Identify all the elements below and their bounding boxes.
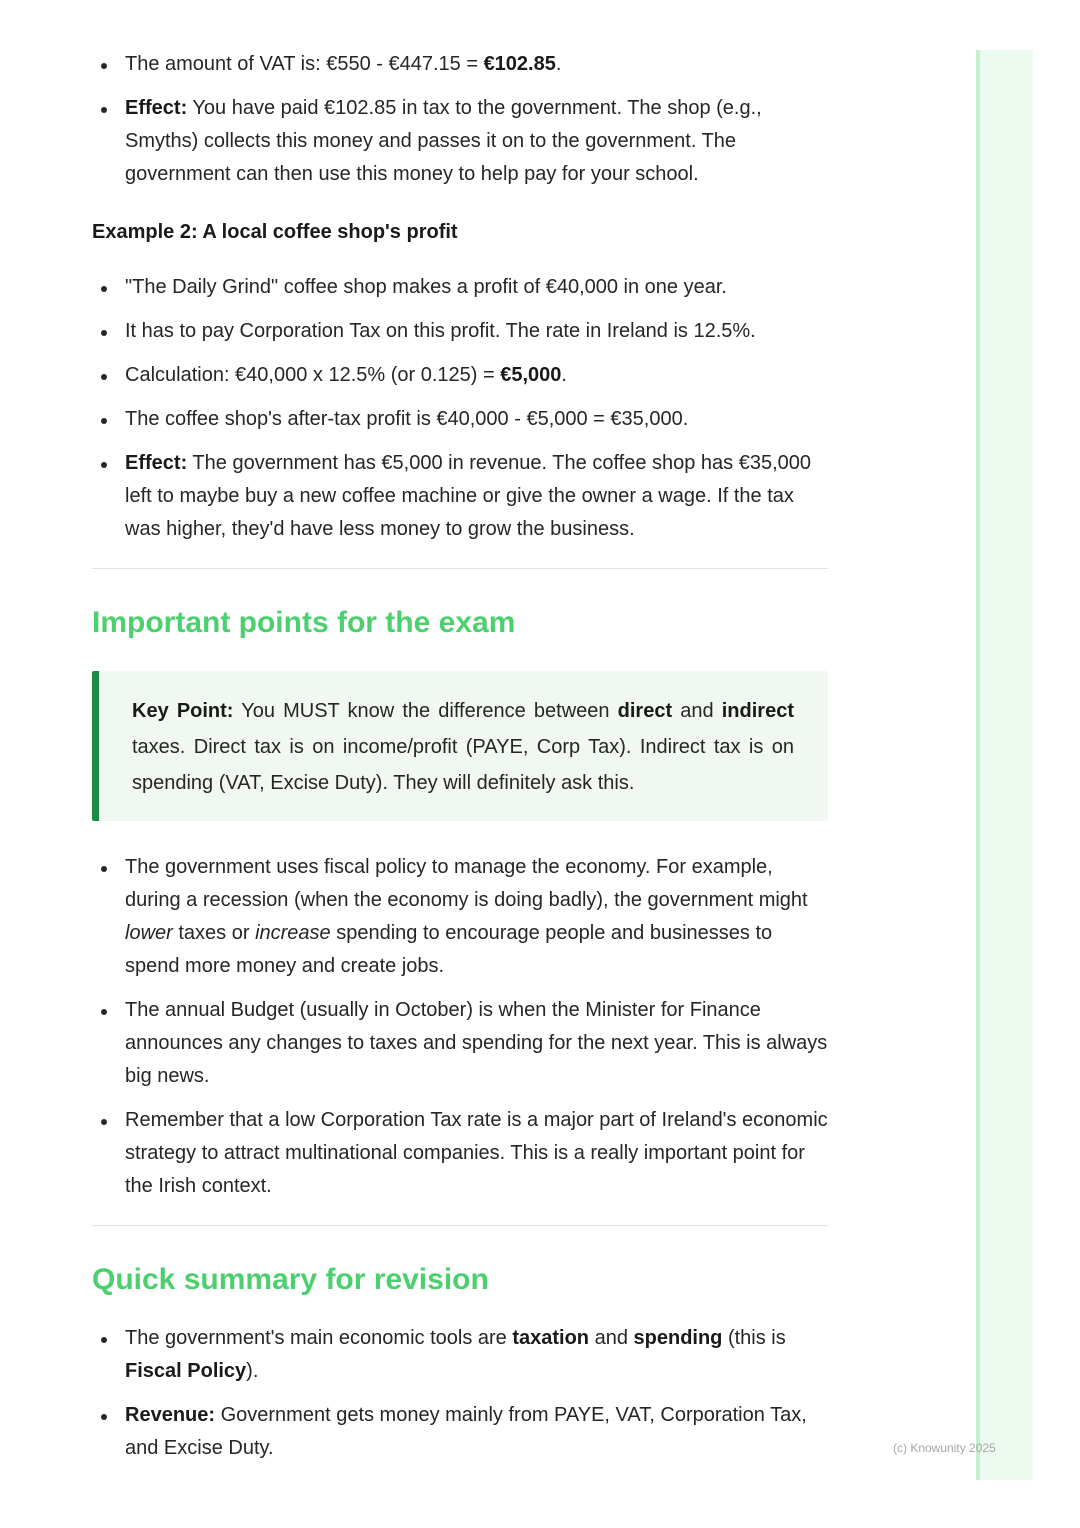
- bold-term: spending: [633, 1327, 723, 1349]
- copyright-text: (c) Knowunity 2025: [893, 1441, 996, 1455]
- list-item: [92, 1104, 828, 1203]
- list-item: [92, 48, 828, 81]
- italic-text: lower: [125, 922, 173, 944]
- list-item-text: spending to encourage people and businesses to spend more money and create jobs.: [125, 922, 773, 977]
- example-2-heading: Example 2: A local coffee shop's profit: [92, 221, 458, 243]
- bold-value: €5,000: [500, 364, 562, 386]
- list-item: [92, 403, 828, 436]
- bullet-icon: [101, 286, 107, 292]
- key-point-bold: indirect: [721, 700, 794, 722]
- list-item: [92, 1322, 828, 1388]
- bullet-icon: [101, 866, 107, 872]
- bold-term: taxation: [512, 1327, 590, 1349]
- list-item: [92, 851, 828, 983]
- list-item: [92, 994, 828, 1093]
- sidebar-panel: [976, 50, 1033, 1480]
- section-divider: [92, 568, 828, 569]
- key-point-callout: [92, 671, 828, 821]
- list-item: [92, 447, 828, 546]
- list-item-text: .: [555, 53, 562, 75]
- bullet-icon: [101, 1119, 107, 1125]
- italic-text: increase: [255, 922, 331, 944]
- key-point-text: and: [672, 700, 722, 722]
- summary-list: [92, 1322, 828, 1465]
- exam-points-list: [92, 851, 828, 1203]
- key-point-bold: direct: [617, 700, 673, 722]
- list-item-text: Government gets money mainly from PAYE, VAT, Corporation Tax, and Excise Duty.: [125, 1404, 807, 1459]
- key-point-text: taxes. Direct tax is on income/profit (PAYE, Corp Tax). Indirect tax is on spending (VAT, Excise Duty). They will definitely ask this.: [132, 736, 794, 794]
- list-item-text: The government has €5,000 in revenue. The coffee shop has €35,000 left to maybe buy a new coffee machine or give the owner a wage. If the tax was higher, they'd have less money to grow the business.: [125, 452, 812, 540]
- bullet-icon: [101, 1337, 107, 1343]
- sidebar-border: [976, 50, 980, 1480]
- list-item-text: The government's main economic tools are: [125, 1327, 513, 1349]
- key-point-label: Key Point:: [132, 700, 234, 722]
- list-item: [92, 92, 828, 191]
- list-item: [92, 315, 828, 348]
- bullet-icon: [101, 418, 107, 424]
- list-item: [92, 271, 828, 304]
- list-item-text: (this is: [722, 1327, 786, 1349]
- bullet-icon: [101, 462, 107, 468]
- bullet-icon: [101, 330, 107, 336]
- document-content: [92, 48, 828, 1476]
- bullet-icon: [101, 374, 107, 380]
- bullet-icon: [101, 1009, 107, 1015]
- list-item-text: "The Daily Grind" coffee shop makes a profit of €40,000 in one year.: [125, 276, 727, 298]
- list-item-text: The coffee shop's after-tax profit is €40,000 - €5,000 = €35,000.: [125, 408, 689, 430]
- list-item: [92, 359, 828, 392]
- coffee-shop-list: [92, 271, 828, 546]
- list-item: [92, 1399, 828, 1465]
- bold-label: Revenue:: [125, 1404, 216, 1426]
- list-item-text: Remember that a low Corporation Tax rate is a major part of Ireland's economic strategy to attract multinational companies. This is a really important point for the Irish context.: [125, 1109, 828, 1197]
- list-item-text: Calculation: €40,000 x 12.5% (or 0.125) =: [125, 364, 501, 386]
- list-item-text: The government uses fiscal policy to manage the economy. For example, during a recession (when the economy is doing badly), the government might: [125, 856, 808, 911]
- bold-term: Fiscal Policy: [125, 1360, 247, 1382]
- list-item-text: The amount of VAT is: €550 - €447.15 =: [125, 53, 484, 75]
- bold-label: Effect:: [125, 97, 188, 119]
- exam-points-heading: Important points for the exam: [92, 606, 516, 639]
- key-point-text: You MUST know the difference between: [233, 700, 618, 722]
- bullet-icon: [101, 1414, 107, 1420]
- bullet-icon: [101, 63, 107, 69]
- vat-example-list: [92, 48, 828, 191]
- bold-value: €102.85: [483, 53, 556, 75]
- section-divider: [92, 1225, 828, 1226]
- list-item-text: .: [561, 364, 567, 386]
- bold-label: Effect:: [125, 452, 188, 474]
- summary-heading: Quick summary for revision: [92, 1263, 489, 1296]
- list-item-text: You have paid €102.85 in tax to the government. The shop (e.g., Smyths) collects this money and passes it on to the government. The government can then use this money to help pay for your school.: [125, 97, 762, 185]
- list-item-text: ).: [246, 1360, 259, 1382]
- bullet-icon: [101, 107, 107, 113]
- list-item-text: The annual Budget (usually in October) is when the Minister for Finance announces any changes to taxes and spending for the next year. This is always big news.: [125, 999, 828, 1087]
- list-item-text: taxes or: [172, 922, 256, 944]
- list-item-text: It has to pay Corporation Tax on this profit. The rate in Ireland is 12.5%.: [125, 320, 756, 342]
- list-item-text: and: [589, 1327, 634, 1349]
